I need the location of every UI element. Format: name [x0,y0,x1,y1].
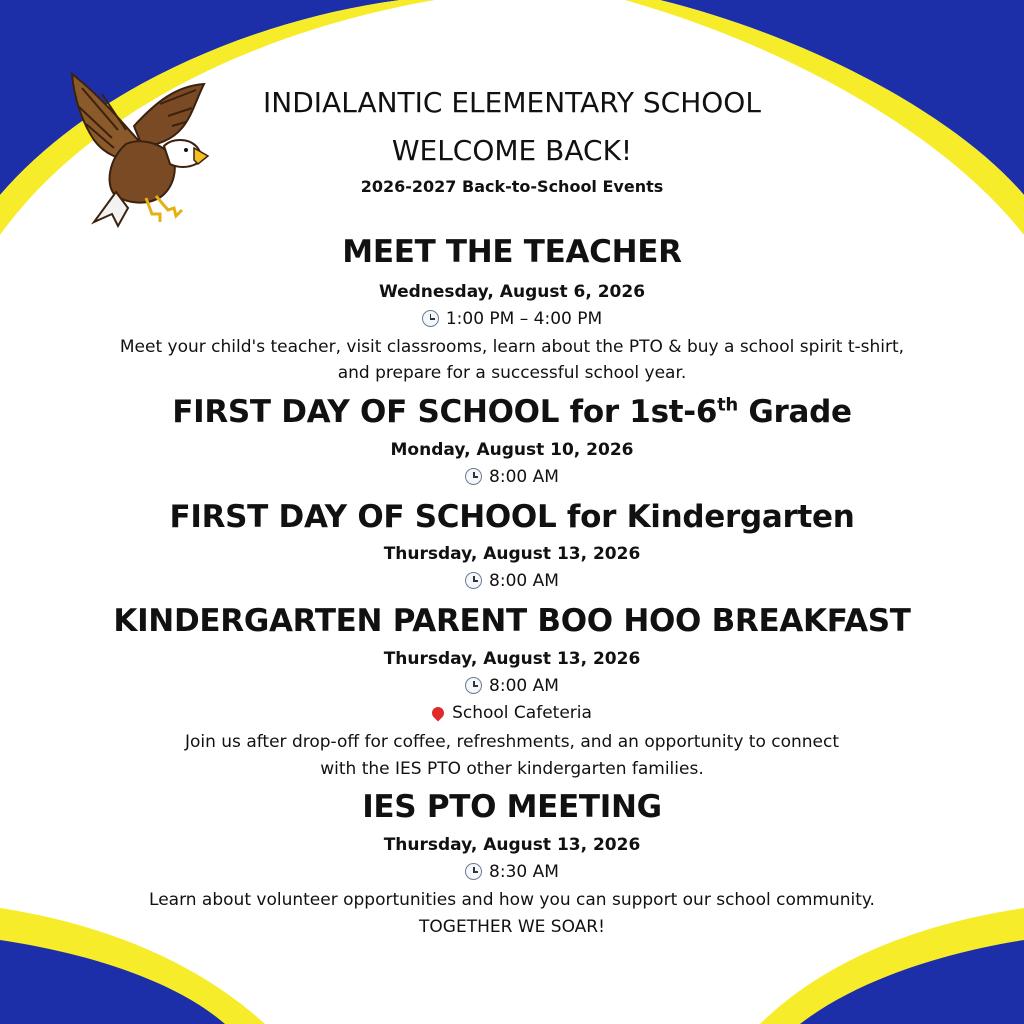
event-time-text: 1:00 PM – 4:00 PM [445,309,603,329]
event-title-boo-hoo-breakfast: KINDERGARTEN PARENT BOO HOO BREAKFAST [113,603,911,639]
event-time [0,468,1024,488]
school-name: INDIALANTIC ELEMENTARY SCHOOL [263,86,761,119]
event-title-end: Grade [737,394,852,430]
event-time [0,677,1024,697]
event-date: Monday, August 10, 2026 [390,440,634,460]
event-description-line: with the IES PTO other kindergarten families. [320,759,704,779]
event-title-superscript: th [717,394,738,416]
clock-icon [465,572,482,589]
event-time-text: 8:30 AM [489,862,559,882]
event-date: Wednesday, August 6, 2026 [378,282,646,302]
event-description-line: Join us after drop-off for coffee, refreshments, and an opportunity to connect [184,732,840,752]
welcome-heading: WELCOME BACK! [391,134,633,167]
clock-icon [465,468,482,485]
event-title-main: FIRST DAY OF SCHOOL for 1st-6 [172,394,718,430]
event-description-line: and prepare for a successful school year. [337,363,687,383]
event-time [0,863,1024,883]
clock-icon [422,310,439,327]
event-title-first-day-grades [0,395,1024,431]
event-description-line: TOGETHER WE SOAR! [419,917,605,937]
event-title-pto-meeting: IES PTO MEETING [362,789,662,825]
event-date: Thursday, August 13, 2026 [383,835,641,855]
clock-icon [465,863,482,880]
event-title-meet-the-teacher: MEET THE TEACHER [342,234,682,270]
event-description-line: Learn about volunteer opportunities and how you can support our school community. [149,890,875,910]
event-time-text: 8:00 AM [489,467,559,487]
events-subtitle: 2026-2027 Back-to-School Events [360,177,664,196]
event-time-text: 8:00 AM [489,676,559,696]
event-time [0,572,1024,592]
event-description-line: Meet your child's teacher, visit classrooms, learn about the PTO & buy a school spirit t-shirt, [119,337,905,357]
event-time [0,310,1024,330]
event-time-text: 8:00 AM [489,571,559,591]
event-date: Thursday, August 13, 2026 [383,649,641,669]
event-date: Thursday, August 13, 2026 [383,544,641,564]
event-title-first-day-kindergarten: FIRST DAY OF SCHOOL for Kindergarten [169,499,855,535]
clock-icon [465,677,482,694]
pin-icon [430,705,447,722]
event-location [0,704,1024,724]
event-location-text: School Cafeteria [452,703,592,723]
